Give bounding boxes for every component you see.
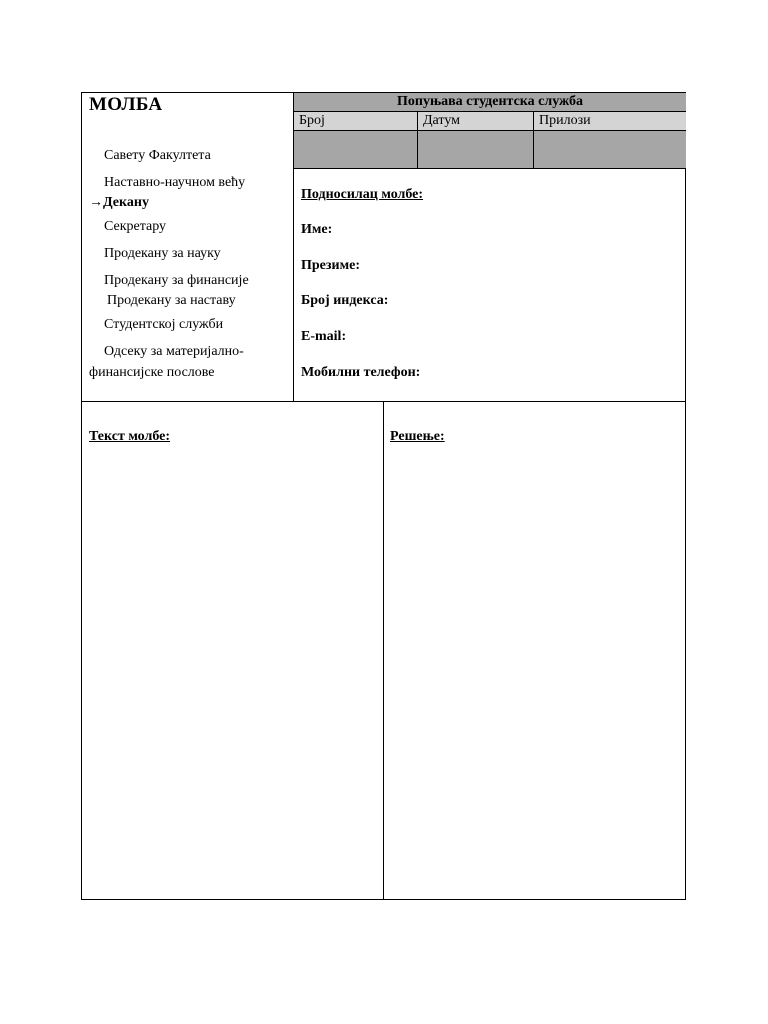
- recipient-vice-dean-teaching: Продекану за наставу: [107, 293, 236, 308]
- recipient-secretary: Секретару: [104, 219, 167, 234]
- applicant-heading: Подносилац молбе:: [301, 187, 424, 202]
- last-name-label: Презиме:: [301, 258, 360, 273]
- date-cell: [418, 131, 534, 168]
- recipient-finance-dept-line2: финансијске послове: [89, 365, 215, 380]
- number-cell: [294, 131, 418, 168]
- index-number-label: Број индекса:: [301, 293, 389, 308]
- recipient-faculty-council: Савету Факултета: [104, 148, 211, 163]
- office-use-header: Попуњава студентска служба: [294, 93, 686, 112]
- column-number: Број: [294, 112, 418, 130]
- recipient-list: [82, 93, 294, 401]
- mobile-phone-label: Мобилни телефон:: [301, 365, 421, 380]
- recipient-student-service: Студентској служби: [104, 317, 224, 332]
- recipient-panel: [82, 93, 294, 401]
- recipient-teaching-council: Наставно-научном већу: [104, 175, 246, 190]
- recipient-finance-dept-line1: Одсеку за материјално-: [104, 344, 244, 359]
- recipient-vice-dean-finance: Продекану за финансије: [104, 273, 249, 288]
- request-text-area: [82, 402, 384, 899]
- request-text-label: Текст молбе:: [89, 429, 171, 444]
- column-attachments: Прилози: [539, 113, 591, 128]
- recipient-vice-dean-science: Продекану за науку: [104, 246, 221, 261]
- office-use-block: [294, 93, 686, 169]
- decision-area: [384, 402, 685, 899]
- email-label: E-mail:: [301, 329, 347, 344]
- request-form: [81, 92, 686, 900]
- office-use-values: [294, 131, 686, 169]
- first-name-label: Име:: [301, 222, 333, 237]
- recipient-dean: →Декану: [89, 195, 149, 210]
- applicant-block: [294, 169, 686, 401]
- attachments-cell: [534, 131, 686, 168]
- column-date: Датум: [418, 112, 534, 130]
- office-use-columns: [294, 112, 686, 131]
- decision-label: Решење:: [390, 429, 445, 444]
- form-title: МОЛБА: [89, 94, 163, 115]
